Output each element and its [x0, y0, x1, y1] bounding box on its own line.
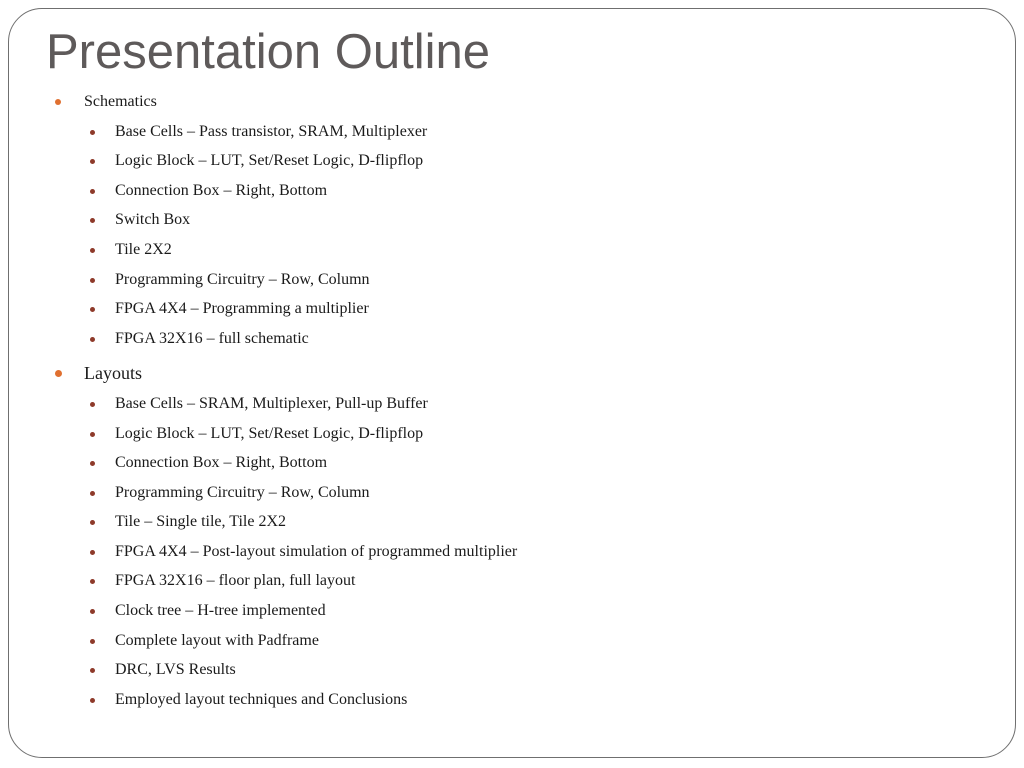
slide-title: Presentation Outline [46, 25, 490, 79]
section-label: Schematics [84, 93, 157, 110]
bullet-dot-icon [90, 337, 95, 342]
outline-item [115, 394, 428, 414]
bullet-dot-icon [90, 189, 95, 194]
item-label: Base Cells – SRAM, Multiplexer, Pull-up Buffer [115, 395, 428, 412]
item-label: Connection Box – Right, Bottom [115, 454, 328, 471]
outline-item [115, 181, 327, 201]
bullet-dot-icon [90, 579, 95, 584]
item-label: FPGA 4X4 – Post-layout simulation of programmed multiplier [115, 543, 518, 560]
bullet-dot-icon [90, 668, 95, 673]
outline-item [115, 122, 427, 142]
item-label: Switch Box [115, 211, 191, 228]
outline-item [115, 424, 423, 444]
bullet-dot-icon [90, 402, 95, 407]
bullet-dot-icon [90, 432, 95, 437]
item-label: Tile – Single tile, Tile 2X2 [115, 513, 286, 530]
bullet-dot-icon [55, 370, 62, 377]
outline-item [115, 210, 190, 230]
bullet-dot-icon [90, 130, 95, 135]
bullet-dot-icon [55, 99, 61, 105]
bullet-dot-icon [90, 520, 95, 525]
outline-item [115, 453, 327, 473]
item-label: Tile 2X2 [115, 241, 172, 258]
bullet-dot-icon [90, 248, 95, 253]
outline-item [115, 542, 517, 562]
outline-item [115, 571, 355, 591]
item-label: Employed layout techniques and Conclusions [115, 691, 408, 708]
bullet-dot-icon [90, 698, 95, 703]
bullet-dot-icon [90, 491, 95, 496]
bullet-dot-icon [90, 639, 95, 644]
item-label: FPGA 32X16 – floor plan, full layout [115, 572, 356, 589]
item-label: Logic Block – LUT, Set/Reset Logic, D-flipflop [115, 152, 424, 169]
bullet-dot-icon [90, 218, 95, 223]
outline-item [115, 660, 236, 680]
outline-section-schematics [84, 92, 157, 112]
item-label: Programming Circuitry – Row, Column [115, 271, 370, 288]
item-label: FPGA 32X16 – full schematic [115, 330, 309, 347]
outline-item [115, 631, 319, 651]
bullet-dot-icon [90, 278, 95, 283]
outline-item [115, 483, 370, 503]
outline-item [115, 270, 370, 290]
bullet-dot-icon [90, 550, 95, 555]
item-label: DRC, LVS Results [115, 661, 236, 678]
bullet-dot-icon [90, 609, 95, 614]
item-label: Connection Box – Right, Bottom [115, 182, 328, 199]
item-label: Base Cells – Pass transistor, SRAM, Multiplexer [115, 123, 428, 140]
outline-item [115, 151, 423, 171]
outline-item [115, 299, 369, 319]
outline-item [115, 329, 309, 349]
bullet-dot-icon [90, 307, 95, 312]
outline-item [115, 690, 407, 710]
outline-item [115, 601, 326, 621]
outline-section-layouts [84, 363, 142, 383]
item-label: Logic Block – LUT, Set/Reset Logic, D-flipflop [115, 425, 424, 442]
outline-item [115, 240, 172, 260]
item-label: FPGA 4X4 – Programming a multiplier [115, 300, 369, 317]
outline-item [115, 512, 286, 532]
item-label: Complete layout with Padframe [115, 632, 319, 649]
item-label: Programming Circuitry – Row, Column [115, 484, 370, 501]
bullet-dot-icon [90, 461, 95, 466]
item-label: Clock tree – H-tree implemented [115, 602, 326, 619]
bullet-dot-icon [90, 159, 95, 164]
section-label: Layouts [84, 363, 142, 383]
